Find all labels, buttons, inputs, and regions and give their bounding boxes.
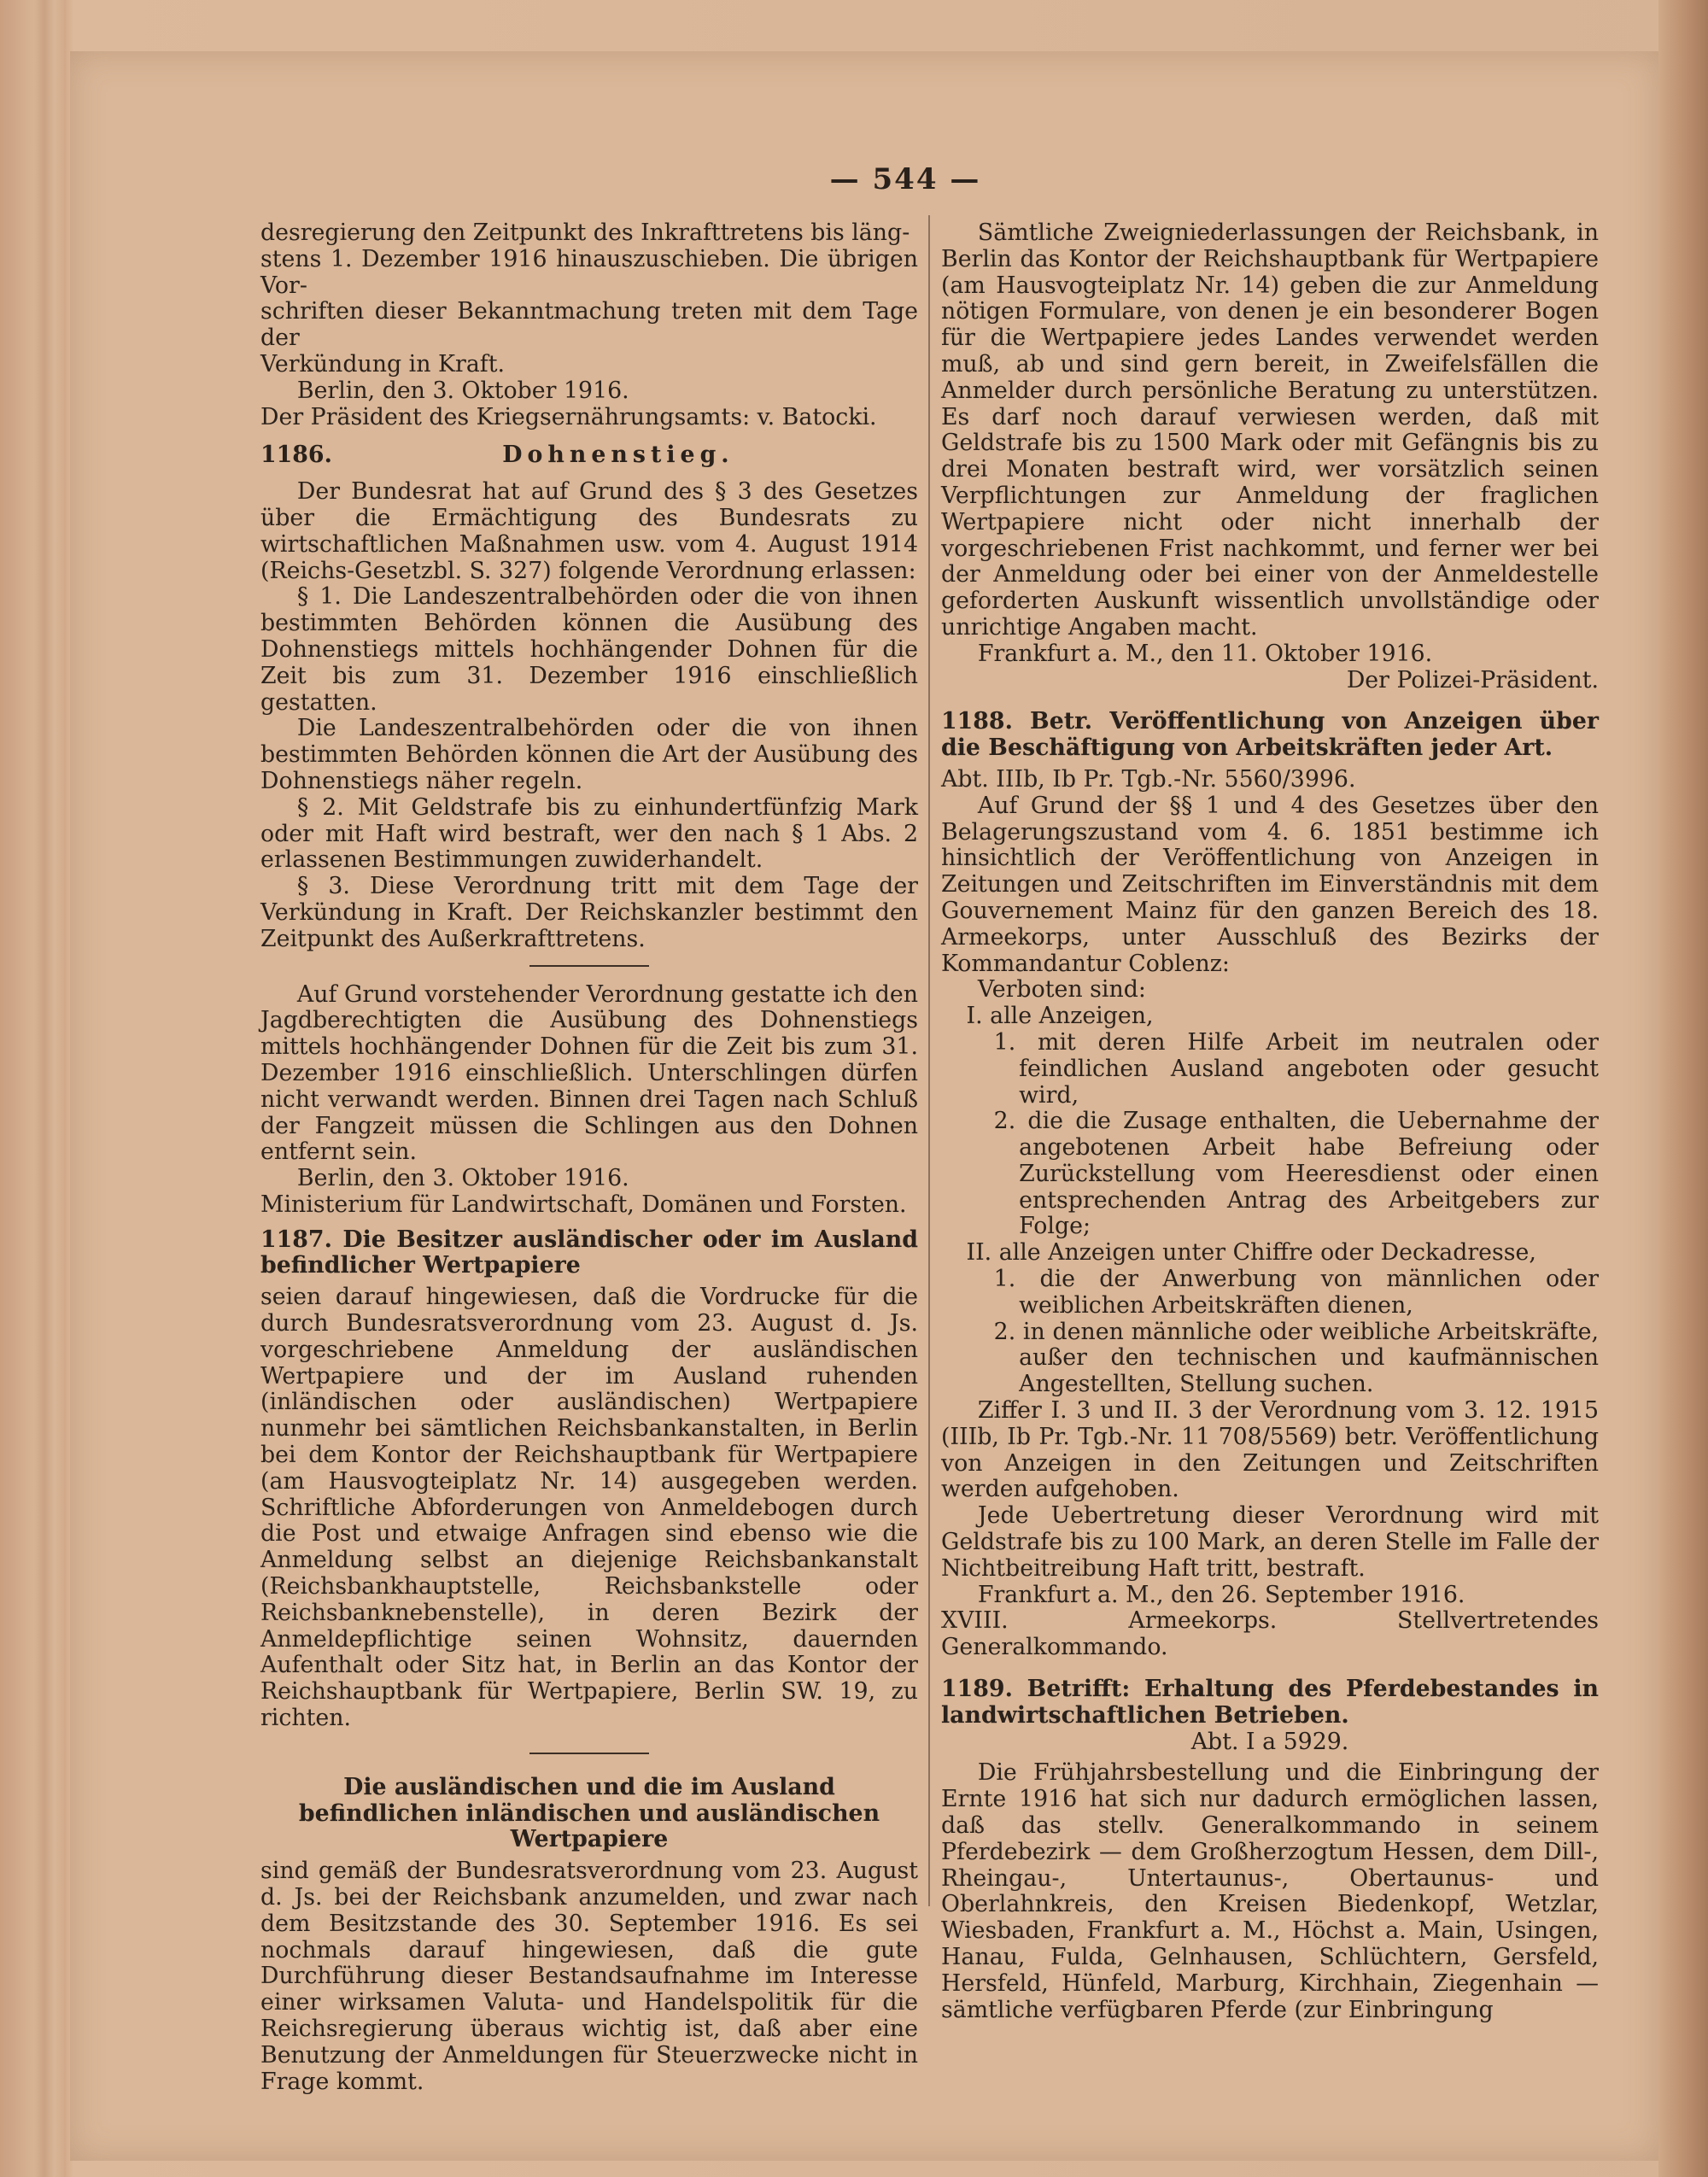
place-date: Frankfurt a. M., den 26. September 1916. [977,1581,1465,1608]
place-date: Berlin, den 3. Oktober 1916. [296,1165,629,1192]
subsection-title: Die ausländischen und die im Ausland befindlichen inländischen und ausländischen Wertpapiere [298,1773,880,1853]
separator-rule [529,1753,649,1754]
paragraph: Auf Grund vorstehender Verordnung gestatte ich den Jagdberechtigten die Ausübung des Dohnenstiegs mittels hochhängender Dohnen für die Zeit bis zum 31. Dezember 1916 einschließlich. Unterschlingen dürfen nicht verwandt werden. Binnen drei Tagen nach Schluß der Fangzeit müssen die Schlingen aus den Dohnen entfernt sein. [260,980,918,1166]
paragraph: Auf Grund der §§ 1 und 4 des Gesetzes über den Belagerungszustand vom 4. 6. 1851 bestimme ich hinsichtlich der Veröffentlichung von Anzeigen in Zeitungen und Zeitschriften im Einverständnis mit dem Gouvernement Mainz für den ganzen Bereich des 18. Armeekorps, unter Ausschluß des Bezirks der Kommandantur Coblenz: [941,792,1599,977]
signature: Ministerium für Landwirtschaft, Domänen und Forsten. [260,1191,907,1218]
paragraph: seien darauf hingewiesen, daß die Vordrucke für die durch Bundesratsverordnung vom 23. August d. Js. vorgeschriebene Anmeldung der ausländischen Wertpapiere und der im Ausland ruhenden (inländischen oder ausländischen) Wertpapiere nunmehr bei sämtlichen Reichsbankanstalten, in Berlin bei dem Kontor der Reichshauptbank für Wertpapiere (am Hausvogteiplatz Nr. 14) ausgegeben werden. Schriftliche Abforderungen von Anmeldebogen durch die Post und etwaige Anfragen sind ebenso wie die Anmeldung selbst an diejenige Reichsbankanstalt (Reichsbankhauptstelle, Reichsbankstelle oder Reichsbanknebenstelle), in deren Bezirk der Anmeldepflichtige seinen Wohnsitz, dauernden Aufenthalt oder Sitz hat, in Berlin an das Kontor der Reichshauptbank für Wertpapiere, Berlin SW. 19, zu richten. [260,1284,918,1732]
paragraph: § 3. Diese Verordnung tritt mit dem Tage der Verkündung in Kraft. Der Reichskanzler bestimmt den Zeitpunkt des Außerkrafttretens. [260,873,918,952]
spacer [941,693,1599,704]
section-title: Die Besitzer ausländischer oder im Ausland befindlicher Wertpapiere [260,1226,918,1279]
section-heading-1189 [941,1677,1599,1729]
list-item: I. alle Anzeigen, [966,1003,1154,1030]
spacer [941,1661,1599,1671]
paragraph: Der Bundesrat hat auf Grund des § 3 des Gesetzes über die Ermächtigung des Bundesrats zu wirtschaftlichen Maßnahmen usw. vom 4. August 1914 (Reichs-Gesetzbl. S. 327) folgende Verordnung erlassen: [260,478,918,584]
section-number: 1189. [941,1676,1013,1703]
reference: Abt. I a 5929. [1190,1728,1349,1755]
text-line: Verkündung in Kraft. [260,350,506,377]
reference: Abt. IIIb, Ib Pr. Tgb.-Nr. 5560/3996. [941,765,1356,793]
separator-rule [529,965,649,967]
section-number: 1187. [260,1226,332,1253]
signature: Der Präsident des Kriegsernährungsamts: v. Batocki. [260,403,877,430]
paragraph: Die Landeszentralbehörden oder die von ihnen bestimmten Behörden können die Art der Ausübung des Dohnenstiegs näher regeln. [260,715,918,794]
place-date: Berlin, den 3. Oktober 1916. [296,377,629,404]
paragraph: Sämtliche Zweigniederlassungen der Reichsbank, in Berlin das Kontor der Reichshauptbank für Wertpapiere (am Hausvogteiplatz Nr. 14) geben die zur Anmeldung nötigen Formulare, von denen je ein besonderer Bogen für die Wertpapiere jedes Landes verwendet werden muß, ab und sind gern bereit, in Zweifelsfällen die Anmelder durch persönliche Beratung zu unterstützen. Es darf noch darauf verwiesen werden, daß mit Geldstrafe bis zu 1500 Mark oder mit Gefängnis bis zu drei Monaten bestraft wird, wer vorsätzlich seinen Verpflichtungen zur Anmeldung der fraglichen Wertpapiere nicht oder nicht innerhalb der vorgeschriebenen Frist nachkommt, und ferner wer bei der Anmeldung oder bei einer von der Anmeldestelle geforderten Auskunft wissentlich unvollständige oder unrichtige Angaben macht. [941,219,1599,641]
section-heading-1188 [941,709,1599,762]
text-line: schriften dieser Bekanntmachung treten mit dem Tage der [260,298,918,352]
left-column [260,220,918,2095]
paragraph: § 2. Mit Geldstrafe bis zu einhundertfünfzig Mark oder mit Haft wird bestraft, wer den nach § 1 Abs. 2 erlassenen Bestimmungen zuwiderhandelt. [260,793,918,874]
section-number: 1188. [941,708,1013,735]
section-title: Betrifft: Erhaltung des Pferdebestandes in landwirtschaftlichen Betrieben. [941,1676,1599,1729]
section-heading-1187 [260,1227,918,1280]
list-item: II. alle Anzeigen unter Chiffre oder Deckadresse, [966,1239,1536,1267]
paragraph: § 1. Die Landeszentralbehörden oder die von ihnen bestimmten Behörden können die Ausübung des Dohnenstiegs mittels hochhängender Dohnen für die Zeit bis zum 31. Dezember 1916 einschließlich gestatten. [260,583,918,716]
text-line: stens 1. Dezember 1916 hinauszuschieben. Die übrigen Vor- [260,245,918,299]
paragraph: Ziffer I. 3 und II. 3 der Verordnung vom 3. 12. 1915 (IIIb, Ib Pr. Tgb.-Nr. 11 708/5569) betr. Veröffentlichung von Anzeigen in den Zeitungen und Zeitschriften werden aufgehoben. [941,1397,1599,1503]
right-column [941,220,1599,2023]
signature: XVIII. Armeekorps. Stellvertretendes Generalkommando. [941,1607,1599,1661]
paragraph: Verboten sind: [977,976,1146,1004]
section-heading-1186 [260,442,918,469]
list-item: 1. mit deren Hilfe Arbeit im neutralen oder feindlichen Ausland angeboten oder gesucht wird, [993,1028,1599,1109]
section-number: 1186. [260,442,332,469]
list-item: 1. die der Anwerbung von männlichen oder weiblichen Arbeitskräften dienen, [993,1266,1599,1319]
signature: Der Polizei-Präsident. [1346,666,1599,693]
list-item: 2. in denen männliche oder weibliche Arbeitskräfte, außer den technischen und kaufmännischen Angestellten, Stellung suchen. [993,1318,1599,1398]
section-title: Dohnenstieg. [502,442,734,469]
page-edge [1658,0,1708,2177]
paragraph: Jede Uebertretung dieser Verordnung wird mit Geldstrafe bis zu 100 Mark, an deren Stelle im Falle der Nichtbeitreibung Haft tritt, bestraft. [941,1502,1599,1582]
section-title: Betr. Veröffentlichung von Anzeigen über die Beschäftigung von Arbeitskräften jeder Art. [941,708,1599,762]
paragraph: Die Frühjahrsbestellung und die Einbringung der Ernte 1916 hat sich nur dadurch ermöglichen lassen, daß das stellv. Generalkommando in seinem Pferdebezirk — dem Großherzogtum Hessen, dem Dill-, Rheingau-, Untertaunus-, Obertaunus- und Oberlahnkreis, den Kreisen Biedenkopf, Wetzlar, Wiesbaden, Frankfurt a. M., Höchst a. Main, Usingen, Hanau, Fulda, Gelnhausen, Schlüchtern, Gersfeld, Hersfeld, Hünfeld, Marburg, Kirchhain, Ziegenhain — sämtliche verfügbaren Pferde (zur Einbringung [941,1759,1599,2023]
list-item: 2. die die Zusage enthalten, die Uebernahme der angebotenen Arbeit habe Befreiung oder Zurückstellung vom Heeresdienst oder einen entsprechenden Antrag des Arbeitgebers zur Folge; [993,1108,1599,1240]
column-divider [928,215,930,1906]
paragraph: sind gemäß der Bundesratsverordnung vom 23. August d. Js. bei der Reichsbank anzumelden, und zwar nach dem Besitzstande des 30. September 1916. Es sei nochmals darauf hingewiesen, daß die gute Durchführung dieser Bestandsaufnahme im Interesse einer wirksamen Valuta- und Handelspolitik für die Reichsregierung überaus wichtig ist, daß aber eine Benutzung der Anmeldungen für Steuerzwecke nicht in Frage kommt. [260,1858,918,2095]
text-line: desregierung den Zeitpunkt des Inkrafttretens bis läng- [260,219,910,246]
place-date: Frankfurt a. M., den 11. Oktober 1916. [977,640,1433,667]
page-number: — 544 — [829,162,981,196]
